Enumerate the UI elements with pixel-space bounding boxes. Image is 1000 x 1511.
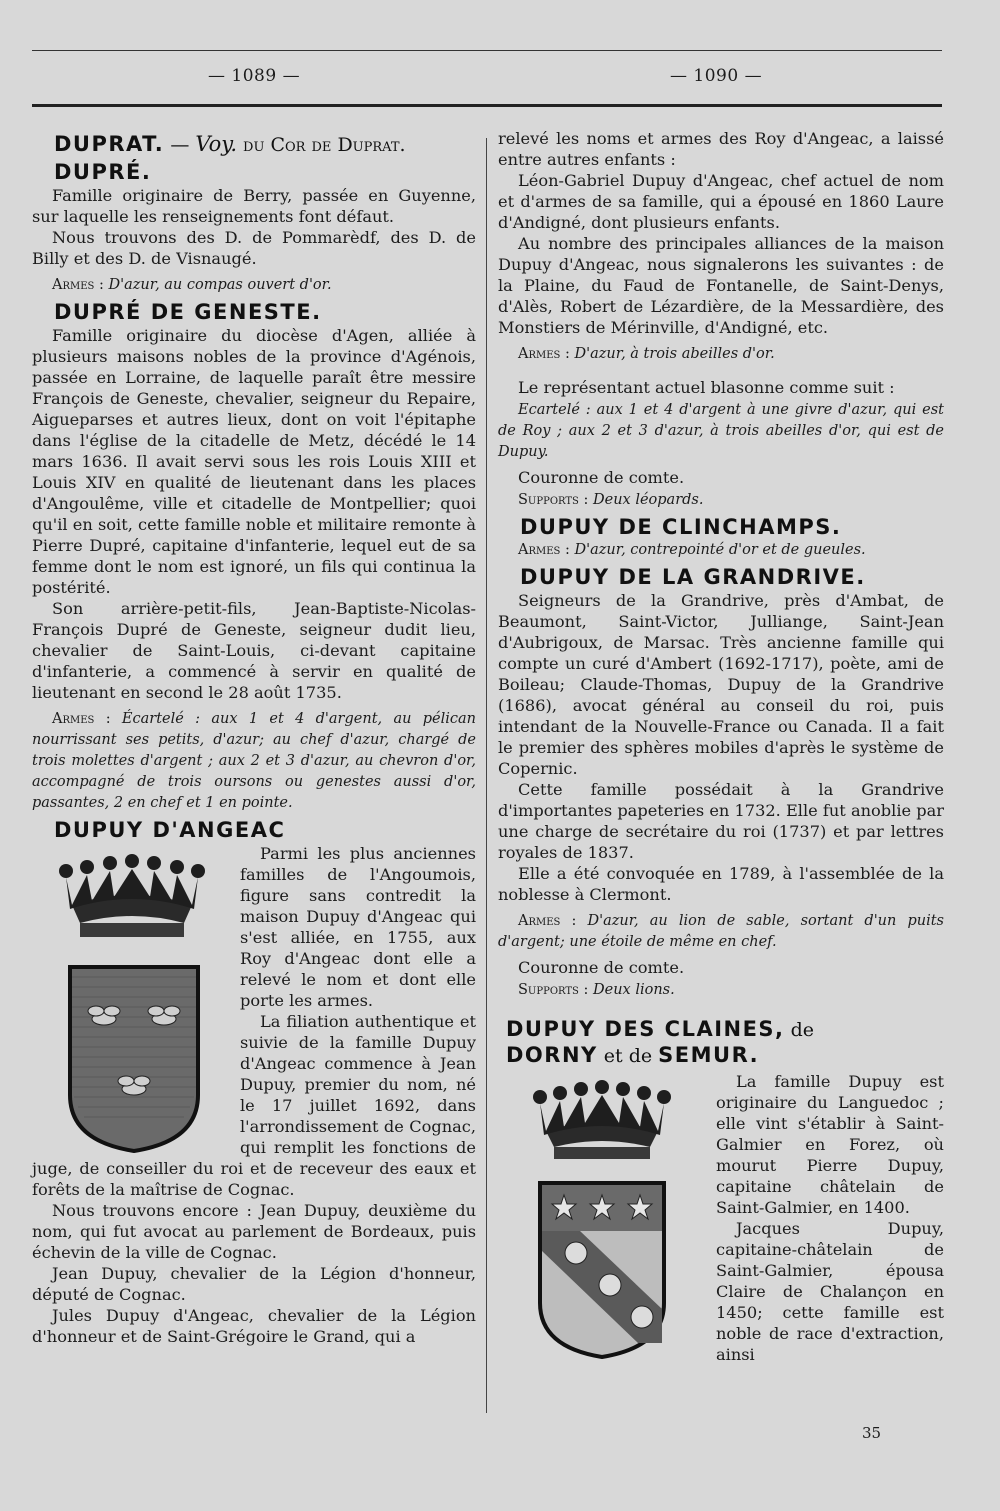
- entry-title-dupuy-de-la-grandrive: DUPUY DE LA GRANDRIVE.: [520, 565, 866, 589]
- right-page-number: — 1090 —: [670, 66, 763, 86]
- paragraph: Son arrière-petit-fils, Jean-Baptiste-Nicolas-François Dupré de Geneste, seigneur dudit lieu, chevalier de Saint-Louis, ci-devant capitaine d'infanterie, a commencé à servir en qualité de lieutenant en second le 28 août 1735.: [32, 599, 476, 702]
- folio-number: 35: [862, 1424, 882, 1442]
- paragraph: Famille originaire du diocèse d'Agen, alliée à plusieurs maisons nobles de la province d'Agénois, passée en Lorraine, de laquelle paraît être messire François de Geneste, chevalier, seigneur du Repaire, Aigueparses et autres lieux, dont on voit l'épitaphe dans l'église de la citadelle de Metz, décédé le 14 mars 1636. Il avait servi sous les rois Louis XIII et Louis XIV en qualité de lieutenant dans les places d'Angoulême, ville et citadelle de Montpellier; quoi qu'il en soit, cette famille noble et militaire remonte à Pierre Dupré, capitaine d'infanterie, lequel eut de sa femme dont le nom est ignoré, un fils qui continua la postérité.: [32, 326, 476, 597]
- paragraph: Parmi les plus anciennes familles de l'Angoumois, figure sans contredit la maison Dupuy d'Angeac qui s'est alliée, en 1755, aux Roy d'Angeac dont elle a relevé le nom et dont elle porte les armes.: [240, 844, 476, 1010]
- entry-title-dupuy-des-claines: DUPUY DES CLAINES, de DORNY et de SEMUR.: [506, 1017, 814, 1067]
- left-column: [32, 128, 476, 1347]
- arms-line: Armes : Écartelé : aux 1 et 4 d'argent, au pélican nourrissant ses petits, d'azur; au chef d'azur, chargé de trois molettes d'argent ; aux 2 et 3 d'azur, au chevron d'or, accompagné de trois oursons ou genestes aussi d'or, passantes, 2 en chef et 1 en pointe.: [32, 711, 476, 811]
- paragraph: relevé les noms et armes des Roy d'Angeac, a laissé entre autres enfants :: [498, 129, 944, 169]
- arms-line: Armes : D'azur, au compas ouvert d'or.: [52, 277, 332, 293]
- paragraph: Jean Dupuy, chevalier de la Légion d'honneur, député de Cognac.: [32, 1264, 476, 1304]
- arms-line: Armes : D'azur, à trois abeilles d'or.: [518, 346, 775, 362]
- right-column: [498, 128, 944, 1365]
- paragraph: Nous trouvons encore : Jean Dupuy, deuxième du nom, qui fut avocat au parlement de Bordeaux, puis échevin de la ville de Cognac.: [32, 1201, 476, 1262]
- paragraph: Léon-Gabriel Dupuy d'Angeac, chef actuel de nom et d'armes de sa famille, qui a épousé en 1860 Laure d'Andigné, dont plusieurs enfants.: [498, 171, 944, 232]
- supports-line: Supports : Deux lions.: [518, 982, 675, 998]
- entry-title-dupre-de-geneste: DUPRÉ DE GENESTE.: [54, 300, 322, 324]
- paragraph: Couronne de comte.: [518, 958, 685, 977]
- header-rule: [32, 104, 942, 107]
- paragraph: Jacques Dupuy, capitaine-châtelain de Saint-Galmier, épousa Claire de Chalançon en 1450; cette famille est noble de race d'extraction, ainsi: [716, 1219, 944, 1364]
- entry-title-duprat: DUPRAT. — Voy. du Cor de Duprat.: [54, 132, 406, 156]
- column-divider: [486, 138, 487, 1413]
- top-rule: [32, 50, 942, 51]
- arms-line: Armes : D'azur, au lion de sable, sortant d'un puits d'argent; une étoile de même en chef.: [498, 913, 944, 950]
- paragraph: Seigneurs de la Grandrive, près d'Ambat, de Beaumont, Saint-Victor, Julliange, Saint-Jean d'Aubrigoux, de Marsac. Très ancienne famille qui compte un curé d'Ambert (1692-1717), poète, ami de Boileau; Claude-Thomas, Dupuy de la Grandrive (1686), avocat général au conseil du roi, puis intendant de la Nouvelle-France ou Canada. Il a fait le premier des sphères mobiles d'après le système de Copernic.: [498, 591, 944, 778]
- paragraph: Nous trouvons des D. de Pommarèdf, des D. de Billy et des D. de Visnaugé.: [32, 228, 476, 268]
- shield-bees-icon: [70, 967, 198, 1151]
- shield-stars-roses-icon: [540, 1183, 664, 1357]
- crown-icon: [533, 1080, 671, 1159]
- paragraph: Le représentant actuel blasonne comme suit :: [518, 378, 895, 397]
- paragraph: La famille Dupuy est originaire du Languedoc ; elle vint s'établir à Saint-Galmier en Forez, où mourut Pierre Dupuy, capitaine châtelain de Saint-Galmier, en 1400.: [716, 1072, 944, 1217]
- entry-title-dupre: DUPRÉ.: [54, 160, 152, 184]
- paragraph: Jules Dupuy d'Angeac, chevalier de la Légion d'honneur et de Saint-Grégoire le Grand, qui a: [32, 1306, 476, 1346]
- arms-line: Armes : D'azur, contrepointé d'or et de gueules.: [518, 542, 866, 558]
- paragraph: La filiation authentique et suivie de la famille Dupuy d'Angeac commence à Jean Dupuy, premier du nom, né le 17 juillet 1692, dans l'arrondissement de Cognac, qui remplit les fonctions de juge, de conseiller du roi et de receveur des eaux et forêts de la maîtrise de Cognac.: [32, 1012, 476, 1199]
- crown-icon: [59, 854, 205, 937]
- entry-title-dupuy-de-clinchamps: DUPUY DE CLINCHAMPS.: [520, 515, 842, 539]
- paragraph: Famille originaire de Berry, passée en Guyenne, sur laquelle les renseignements font défaut.: [32, 186, 476, 226]
- paragraph: Elle a été convoquée en 1789, à l'assemblée de la noblesse à Clermont.: [498, 864, 944, 904]
- coat-of-arms-claines: [498, 1073, 708, 1363]
- supports-line: Supports : Deux léopards.: [518, 492, 704, 508]
- coat-of-arms-angeac: [32, 845, 232, 1157]
- paragraph: Au nombre des principales alliances de la maison Dupuy d'Angeac, nous signalerons les suivantes : de la Plaine, du Faud de Fontanelle, de Saint-Denys, d'Alès, Robert de Lézardière, de la Messardière, des Monstiers de Mérinville, d'Andigné, etc.: [498, 234, 944, 337]
- entry-title-dupuy-dangeac: DUPUY D'ANGEAC: [54, 818, 286, 842]
- left-page-number: — 1089 —: [208, 66, 301, 86]
- paragraph: Cette famille possédait à la Grandrive d'importantes papeteries en 1732. Elle fut anoblie par une charge de secrétaire du roi (1737) et par lettres royales de 1837.: [498, 780, 944, 862]
- blazon-line: Ecartelé : aux 1 et 4 d'argent à une givre d'azur, qui est de Roy ; aux 2 et 3 d'azur, à trois abeilles d'or, qui est de Dupuy.: [498, 402, 944, 460]
- paragraph: Couronne de comte.: [518, 468, 685, 487]
